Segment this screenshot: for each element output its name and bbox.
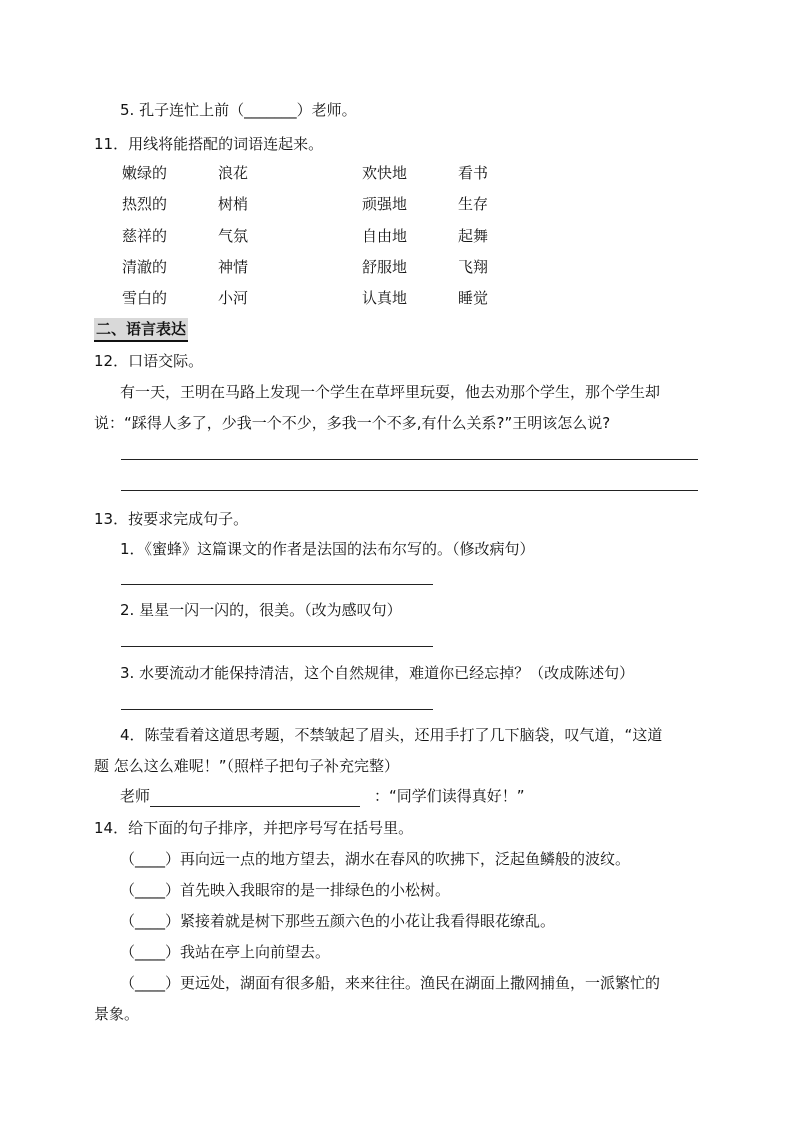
q13-item-4-line-2: 题 怎么这么难呢！”（照样子把句子补充完整） xyxy=(94,757,400,775)
q13-item-1: 1．《蜜蜂》这篇课文的作者是法国的法布尔写的。（修改病句） xyxy=(120,540,535,558)
q13-item-4-line-1: 4．陈莹看着这道思考题，不禁皱起了眉头，还用手打了几下脑袋，叹气道，“这道 xyxy=(120,726,663,744)
q12-prompt-line-1: 有一天，王明在马路上发现一个学生在草坪里玩耍，他去劝那个学生，那个学生却 xyxy=(120,383,661,401)
q12-prompt-line-2: 说：“踩得人多了，少我一个不少，多我一个不多,有什么关系?”王明该怎么说? xyxy=(94,414,611,432)
q11-col2-word: 树梢 xyxy=(218,195,249,213)
q11-col2-word: 气氛 xyxy=(218,227,249,245)
q11-col4-word: 起舞 xyxy=(458,227,489,245)
q13-item-4-fill xyxy=(120,786,525,807)
q12-title: 12．口语交际。 xyxy=(94,352,204,370)
q13-title: 13．按要求完成句子。 xyxy=(94,510,249,528)
q13-item-1-answer-line[interactable] xyxy=(121,584,433,585)
q14-item: （____）我站在亭上向前望去。 xyxy=(120,943,331,961)
q11-col4-word: 飞翔 xyxy=(458,258,489,276)
q11-col3-word: 认真地 xyxy=(362,289,408,307)
q14-item: （____）首先映入我眼帘的是一排绿色的小松树。 xyxy=(120,881,451,899)
q11-col3-word: 自由地 xyxy=(362,227,408,245)
q11-col4-word: 看书 xyxy=(458,164,489,182)
q11-col1-word: 雪白的 xyxy=(122,289,168,307)
q11-col1-word: 清澈的 xyxy=(122,258,168,276)
q11-col1-word: 热烈的 xyxy=(122,195,168,213)
q11-col4-word: 睡觉 xyxy=(458,289,489,307)
q10-item-5: 5. 孔子连忙上前（_______）老师。 xyxy=(120,101,357,119)
q14-item: （____）再向远一点的地方望去，湖水在春风的吹拂下，泛起鱼鳞般的波纹。 xyxy=(120,850,631,868)
q13-item-2: 2. 星星一闪一闪的，很美。（改为感叹句） xyxy=(120,601,402,619)
q14-item: （____）紧接着就是树下那些五颜六色的小花让我看得眼花缭乱。 xyxy=(120,912,556,930)
q14-item: （____）更远处，湖面有很多船，来来往往。渔民在湖面上撒网捕鱼，一派繁忙的 xyxy=(120,974,661,992)
q11-col1-word: 嫩绿的 xyxy=(122,164,168,182)
q13-item-3-answer-line[interactable] xyxy=(121,709,433,710)
q11-col2-word: 浪花 xyxy=(218,164,249,182)
q14-item-5-continuation: 景象。 xyxy=(94,1005,140,1023)
q13-item-4-blank[interactable] xyxy=(150,786,360,807)
q11-col4-word: 生存 xyxy=(458,195,489,213)
q11-col1-word: 慈祥的 xyxy=(122,227,168,245)
q11-col2-word: 神情 xyxy=(218,258,249,276)
q13-item-2-answer-line[interactable] xyxy=(121,646,433,647)
q12-answer-line-1[interactable] xyxy=(121,459,698,460)
q12-answer-line-2[interactable] xyxy=(121,490,698,491)
q11-col3-word: 欢快地 xyxy=(362,164,408,182)
section-header: 二、语言表达 xyxy=(94,318,188,342)
q13-item-3: 3. 水要流动才能保持清洁，这个自然规律，难道你已经忘掉？（改成陈述句） xyxy=(120,664,635,682)
q14-title: 14．给下面的句子排序，并把序号写在括号里。 xyxy=(94,819,414,837)
q13-item-4-suffix: ：“同学们读得真好！” xyxy=(374,787,525,805)
q13-item-4-prefix: 老师 xyxy=(120,787,151,805)
q11-col3-word: 舒服地 xyxy=(362,258,408,276)
q11-col2-word: 小河 xyxy=(218,289,249,307)
q11-title: 11．用线将能搭配的词语连起来。 xyxy=(94,135,324,153)
q11-col3-word: 顽强地 xyxy=(362,195,408,213)
